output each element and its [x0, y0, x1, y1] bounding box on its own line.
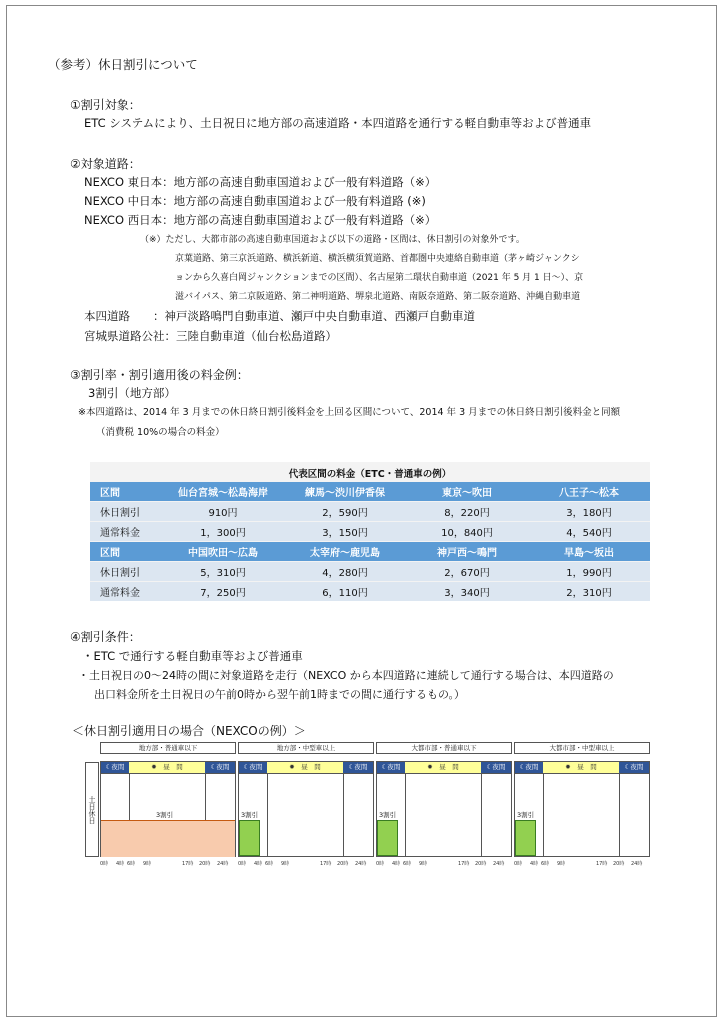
night-band: [481, 762, 511, 773]
tick-label: 9時: [419, 861, 428, 867]
table-cell: 1，990円: [528, 562, 650, 581]
day-band: [267, 762, 343, 773]
tick-label: 20時: [613, 861, 625, 867]
sun-icon: ✹: [151, 763, 157, 771]
night-label: 夜間: [249, 763, 263, 771]
day-band: [405, 762, 481, 773]
tick-label: 24時: [217, 861, 229, 867]
road-line-miyagi: 宮城県道路公社：三陸自動車道（仙台松島道路）: [84, 329, 337, 343]
night-band: [515, 762, 543, 773]
table-cell: 区間: [90, 482, 162, 501]
table-cell: 仙台宮城～松島海岸: [162, 482, 284, 501]
table-row: [90, 502, 650, 521]
table-row: [90, 522, 650, 541]
road-line-west: NEXCO 西日本：地方部の高速自動車国道および一般有料道路（※）: [84, 213, 437, 227]
night-label: 夜間: [216, 763, 230, 771]
table-cell: 休日割引: [90, 502, 162, 521]
discount-label: 3割引: [517, 811, 535, 819]
sun-icon: ✹: [427, 763, 433, 771]
night-label: 夜間: [111, 763, 125, 771]
tick-label: 17時: [596, 861, 608, 867]
discount-night-bar: [377, 820, 398, 856]
night-band: [239, 762, 267, 773]
chart-title: 地方部・中型車以上: [238, 742, 374, 754]
sun-icon: ✹: [565, 763, 571, 771]
fare-table-panel: [90, 462, 650, 598]
night-label: 夜間: [354, 763, 368, 771]
table-cell: 中国吹田～広島: [162, 542, 284, 561]
chart-body: [238, 774, 374, 857]
tax-note: （消費税 10%の場合の料金）: [96, 427, 225, 438]
tick-label: 20時: [199, 861, 211, 867]
time-band-header: [376, 761, 512, 774]
night-label: 夜間: [525, 763, 539, 771]
section-1-text: ETC システムにより、土日祝日に地方部の高速道路・本四道路を通行する軽自動車等および普通車: [84, 116, 592, 130]
divider: [343, 774, 344, 856]
time-band-header: [100, 761, 236, 774]
table-cell: 10，840円: [406, 522, 528, 541]
road-line-honshi: 本四道路 ：神戸淡路鳴門自動車道、瀬戸中央自動車道、西瀬戸自動車道: [84, 309, 475, 323]
night-label: 夜間: [492, 763, 506, 771]
tick-label: 4時: [254, 861, 263, 867]
divider: [267, 774, 268, 856]
tick-label: 0時: [100, 861, 109, 867]
day-label: 昼 間: [163, 763, 183, 771]
tick-label: 4時: [530, 861, 539, 867]
moon-icon: ☾: [243, 763, 250, 771]
night-band: [343, 762, 373, 773]
tick-label: 17時: [182, 861, 194, 867]
day-band: [543, 762, 619, 773]
night-band: [101, 762, 129, 773]
chart-body: [100, 774, 236, 857]
tick-label: 6時: [127, 861, 136, 867]
tick-label: 17時: [320, 861, 332, 867]
tick-label: 9時: [143, 861, 152, 867]
table-cell: 3，340円: [406, 582, 528, 601]
table-cell: 東京～吹田: [406, 482, 528, 501]
time-axis: [514, 860, 654, 868]
table-cell: 5，310円: [162, 562, 284, 581]
tick-label: 4時: [116, 861, 125, 867]
day-label: 昼 間: [577, 763, 597, 771]
exclusion-note: （※）ただし、大都市部の高速自動車国道および以下の道路・区間は、休日割引の対象外です。: [140, 235, 525, 245]
fare-table-title: 代表区間の料金（ETC・普通車の例）: [288, 469, 452, 480]
table-cell: 2，310円: [528, 582, 650, 601]
table-row: [90, 562, 650, 581]
moon-icon: ☾: [348, 763, 355, 771]
discount-night-bar: [515, 820, 536, 856]
moon-icon: ☾: [486, 763, 493, 771]
honshi-note: ※本四道路は、2014 年 3 月までの休日終日割引後料金を上回る区間について、2014 年 3 月までの休日終日割引後料金と同額: [78, 407, 621, 418]
moon-icon: ☾: [624, 763, 631, 771]
time-band-header: [514, 761, 650, 774]
time-band-header: [238, 761, 374, 774]
table-cell: 八王子～松本: [528, 482, 650, 501]
exclusion-list-line-2: ョンから久喜白岡ジャンクションまでの区間）、名古屋第二環状自動車道（2021 年 5 月 1 日～）、京: [175, 273, 584, 283]
tick-label: 17時: [458, 861, 470, 867]
chart-title: 大都市部・普通車以下: [376, 742, 512, 754]
table-cell: 区間: [90, 542, 162, 561]
discount-rate: 3割引（地方部）: [88, 386, 176, 400]
chart-title: 地方部・普通車以下: [100, 742, 236, 754]
table-cell: 4，540円: [528, 522, 650, 541]
table-header-row: [90, 542, 650, 561]
tick-label: 24時: [355, 861, 367, 867]
table-cell: 6，110円: [284, 582, 406, 601]
exclusion-list-line-3: 滋バイパス、第二京阪道路、第二神明道路、堺泉北道路、南阪奈道路、第二阪奈道路、沖縄自動車道: [175, 292, 581, 302]
day-label: 昼 間: [439, 763, 459, 771]
table-cell: 2，590円: [284, 502, 406, 521]
table-cell: 2，670円: [406, 562, 528, 581]
night-label: 夜間: [387, 763, 401, 771]
tick-label: 24時: [631, 861, 643, 867]
tick-label: 0時: [238, 861, 247, 867]
section-2-title: ②対象道路：: [70, 157, 141, 171]
fare-table: [90, 481, 650, 602]
moon-icon: ☾: [381, 763, 388, 771]
road-line-east: NEXCO 東日本：地方部の高速自動車国道および一般有料道路（※）: [84, 175, 437, 189]
chart-body: [514, 774, 650, 857]
table-cell: 3，180円: [528, 502, 650, 521]
holiday-side-label: 土日休日: [85, 762, 99, 857]
discount-night-bar: [239, 820, 260, 856]
exclusion-list-line-1: 京葉道路、第三京浜道路、横浜新道、横浜横須賀道路、首都圏中央連絡自動車道（茅ヶ崎ジャンクシ: [175, 254, 580, 264]
tick-label: 20時: [475, 861, 487, 867]
table-cell: 通常料金: [90, 582, 162, 601]
section-1-title: ①割引対象：: [70, 98, 141, 112]
section-3-title: ③割引率・割引適用後の料金例：: [70, 368, 249, 382]
tick-label: 0時: [514, 861, 523, 867]
table-cell: 神戸西～鳴門: [406, 542, 528, 561]
discount-label: 3割引: [379, 811, 397, 819]
tick-label: 9時: [281, 861, 290, 867]
schedule-title: ＜休日割引適用日の場合（NEXCOの例）＞: [72, 724, 306, 738]
page-heading: （参考）休日割引について: [48, 57, 198, 72]
table-row: [90, 582, 650, 601]
moon-icon: ☾: [210, 763, 217, 771]
tick-label: 6時: [265, 861, 274, 867]
tick-label: 4時: [392, 861, 401, 867]
chart-title: 大都市部・中型車以上: [514, 742, 650, 754]
tick-label: 6時: [541, 861, 550, 867]
chart-body: [376, 774, 512, 857]
table-cell: 1，300円: [162, 522, 284, 541]
discount-label: 3割引: [241, 811, 259, 819]
time-axis: [238, 860, 378, 868]
table-cell: 910円: [162, 502, 284, 521]
day-band: [129, 762, 205, 773]
divider: [619, 774, 620, 856]
table-cell: 7，250円: [162, 582, 284, 601]
condition-1: ・ETC で通行する軽自動車等および普通車: [82, 649, 303, 663]
night-band: [619, 762, 649, 773]
day-label: 昼 間: [301, 763, 321, 771]
time-axis: [376, 860, 516, 868]
table-cell: 練馬～渋川伊香保: [284, 482, 406, 501]
tick-label: 20時: [337, 861, 349, 867]
table-cell: 3，150円: [284, 522, 406, 541]
table-cell: 休日割引: [90, 562, 162, 581]
table-cell: 早島～坂出: [528, 542, 650, 561]
divider: [405, 774, 406, 856]
road-line-central: NEXCO 中日本：地方部の高速自動車国道および一般有料道路 (※): [84, 194, 426, 208]
moon-icon: ☾: [105, 763, 112, 771]
discount-full-day-bar: [101, 820, 235, 857]
divider: [481, 774, 482, 856]
table-cell: 太宰府～鹿児島: [284, 542, 406, 561]
night-label: 夜間: [630, 763, 644, 771]
time-axis: [100, 860, 240, 868]
night-band: [377, 762, 405, 773]
night-band: [205, 762, 235, 773]
sun-icon: ✹: [289, 763, 295, 771]
tick-label: 6時: [403, 861, 412, 867]
table-cell: 8，220円: [406, 502, 528, 521]
discount-label: 3割引: [156, 811, 174, 819]
table-cell: 通常料金: [90, 522, 162, 541]
section-4-title: ④割引条件：: [70, 630, 141, 644]
tick-label: 0時: [376, 861, 385, 867]
table-header-row: [90, 482, 650, 501]
condition-2: ・土日祝日の0～24時の間に対象道路を走行（NEXCO から本四道路に連続して通行する場合は、本四道路の: [78, 669, 614, 682]
tick-label: 24時: [493, 861, 505, 867]
condition-2-continued: 出口料金所を土日祝日の午前0時から翌午前1時までの間に通行するもの。）: [94, 688, 466, 701]
tick-label: 9時: [557, 861, 566, 867]
divider: [543, 774, 544, 856]
moon-icon: ☾: [519, 763, 526, 771]
table-cell: 4，280円: [284, 562, 406, 581]
